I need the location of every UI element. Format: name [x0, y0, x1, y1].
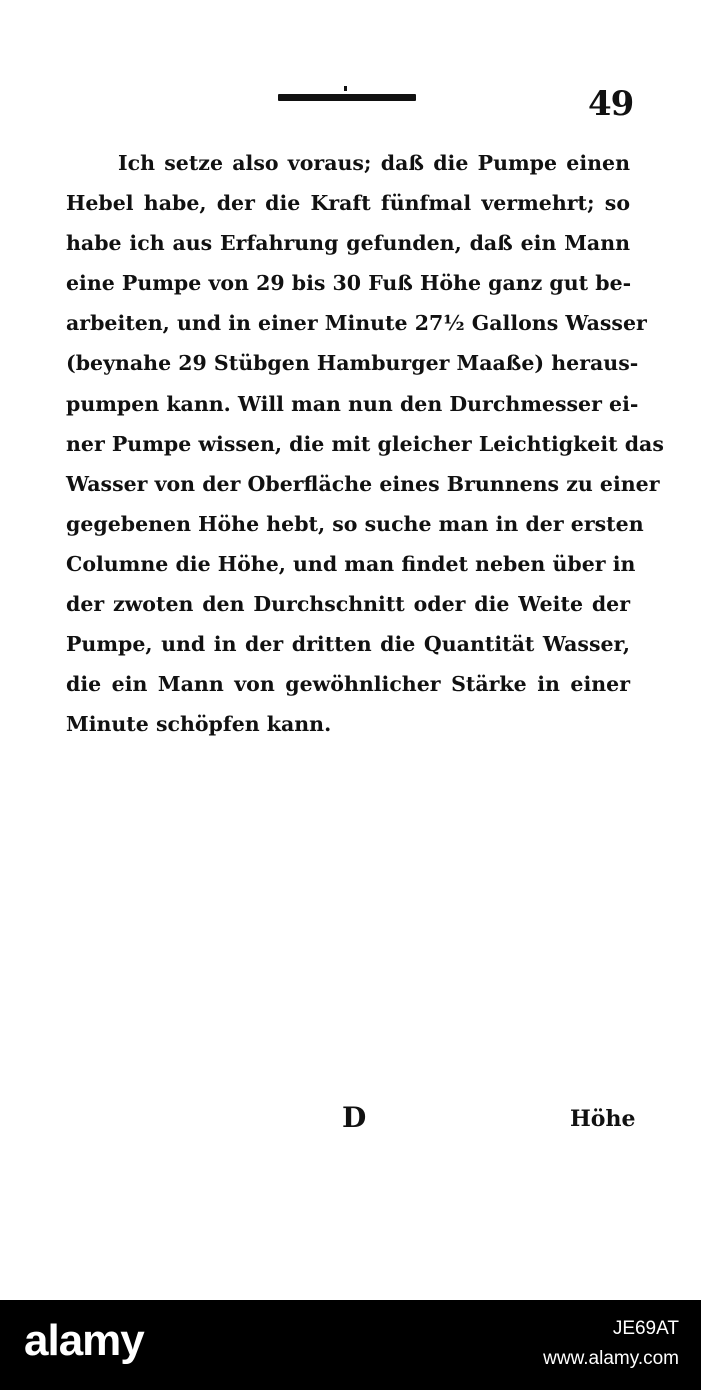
stock-banner	[0, 1300, 701, 1390]
text-line: eine Pumpe von 29 bis 30 Fuß Höhe ganz gut be-	[66, 271, 632, 296]
header-rule	[278, 94, 416, 101]
text-line: (beynahe 29 Stübgen Hamburger Maaße) heraus-	[66, 351, 639, 376]
body-text	[66, 143, 664, 744]
text-line: Hebel habe, der die Kraft fünfmal vermehrt; so	[66, 191, 630, 216]
catchword: Höhe	[570, 1106, 636, 1132]
text-line: der zwoten den Durchschnitt oder die Weite der	[66, 592, 630, 617]
page-number: 49	[588, 84, 634, 124]
text-line: pumpen kann. Will man nun den Durchmesser ei-	[66, 391, 639, 416]
stock-image-id: JE69AT	[612, 1318, 679, 1339]
text-line-last: Minute schöpfen kann.	[66, 712, 332, 737]
text-line: gegebenen Höhe hebt, so suche man in der ersten	[66, 511, 644, 536]
stock-url: www.alamy.com	[543, 1348, 679, 1369]
text-line: Wasser von der Oberfläche eines Brunnens zu einer	[66, 471, 660, 496]
text-line: Pumpe, und in der dritten die Quantität Wasser,	[66, 632, 630, 657]
stock-logo: alamy	[24, 1316, 144, 1365]
text-line: ner Pumpe wissen, die mit gleicher Leichtigkeit das	[66, 431, 664, 456]
text-line: Columne die Höhe, und man findet neben über in	[66, 551, 636, 576]
text-line: habe ich aus Erfahrung gefunden, daß ein Mann	[66, 231, 630, 256]
text-line: arbeiten, und in einer Minute 27½ Gallons Wasser	[66, 311, 647, 336]
signature-mark: D	[342, 1101, 367, 1134]
text-line: Ich setze also voraus; daß die Pumpe einen	[118, 151, 630, 175]
text-line: die ein Mann von gewöhnlicher Stärke in einer	[66, 672, 630, 697]
